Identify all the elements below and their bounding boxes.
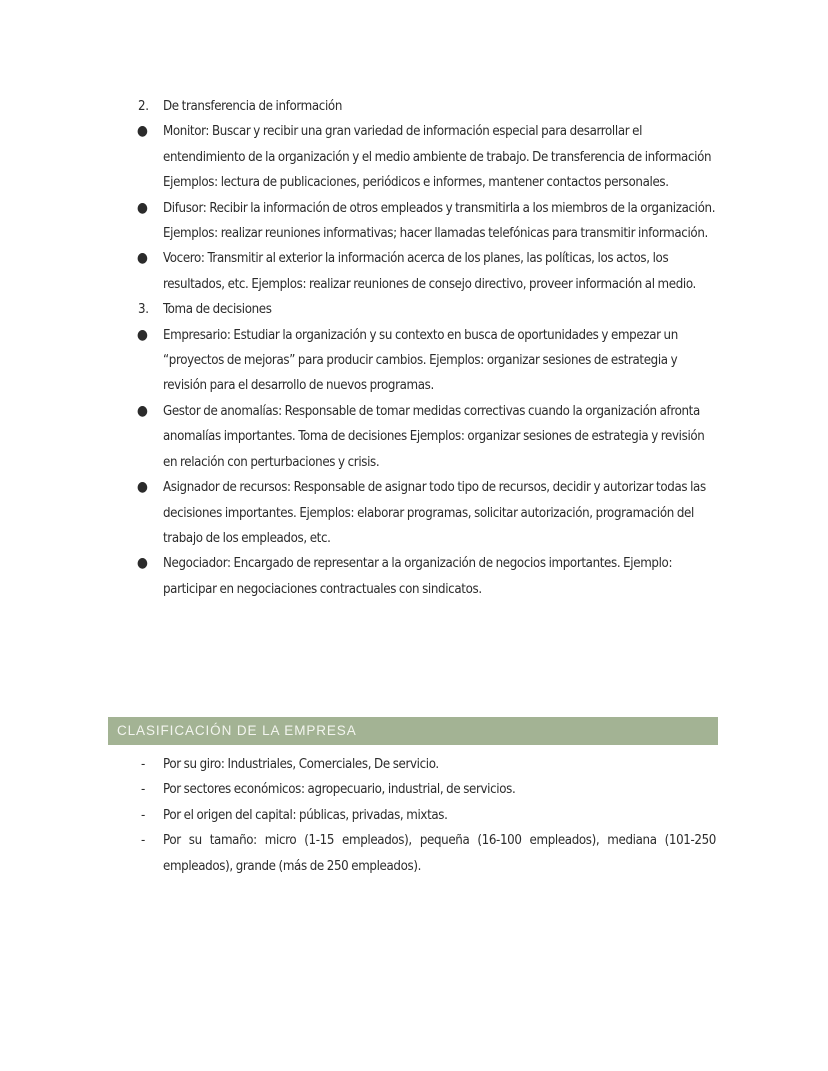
bullet-icon: ● [137,555,148,572]
number-marker: 3. [138,302,149,318]
list-item-empresario [0,323,828,399]
bullet-icon: ● [137,326,148,343]
list-item-text: Monitor: Buscar y recibir una gran variedad de información especial para desarrollar el entendimiento de la organización y el medio ambiente de trabajo. De transferencia de información Ejemplos: lectura de publicaciones, periódicos e informes, mantener contactos personales. [163,124,712,191]
bullet-icon: ● [137,199,148,216]
bullet-icon: ● [137,402,148,419]
dash-icon: - [141,807,145,823]
bullet-icon: ● [137,250,148,267]
list-item-tamano [0,828,828,879]
list-item-text: Por el origen del capital: públicas, privadas, mixtas. [163,807,448,823]
list-item-text: Toma de decisiones [163,302,272,318]
list-item-text: Empresario: Estudiar la organización y su contexto en busca de oportunidades y empezar un “proyectos de mejoras” para producir cambios. Ejemplos: organizar sesiones de estrategia y revisión para el desarrollo de nuevos programas. [163,327,678,394]
list-item-sectores [0,777,828,802]
list-item-text: Vocero: Transmitir al exterior la información acerca de los planes, las políticas, los actos, los resultados, etc. Ejemplos: realizar reuniones de consejo directivo, proveer información al medio. [163,251,696,292]
list-item-text: Difusor: Recibir la información de otros empleados y transmitirla a los miembros de la organización. Ejemplos: realizar reuniones informativas; hacer llamadas telefónicas para transmitir información. [163,200,716,242]
section-header-bar [108,717,718,745]
list-item-text: Por su tamaño: micro (1-15 empleados), pequeña (16-100 empleados), mediana (101-250 empleados), grande (más de 250 empleados). [163,833,716,874]
section-title: CLASIFICACIÓN DE LA EMPRESA [117,723,357,738]
list-item-negociador [0,551,828,602]
dash-icon: - [141,757,145,772]
bullet-icon: ● [137,123,148,140]
classification-list [0,752,828,879]
list-item-text: Asignador de recursos: Responsable de asignar todo tipo de recursos, decidir y autorizar todas las decisiones importantes. Ejemplos: elaborar programas, solicitar autorización, programación del trabajo de los empleados, etc. [163,480,706,546]
list-item-text: Gestor de anomalías: Responsable de tomar medidas correctivas cuando la organización afronta anomalías importantes. Toma de decisiones Ejemplos: organizar sesiones de estrategia y revisión en relación con perturbaciones y crisis. [163,403,705,470]
number-marker: 2. [138,99,149,114]
list-item-vocero [0,246,828,297]
list-item-gestor-anomalias [0,399,828,475]
list-item-difusor [0,196,828,247]
list-item-monitor [0,119,828,195]
roles-list [0,94,828,602]
bullet-icon: ● [137,479,148,496]
list-item-decisions-heading [0,297,828,322]
list-item-text: Por su giro: Industriales, Comerciales, De servicio. [163,757,439,772]
list-item-transfer-heading [0,94,828,119]
list-item-origen-capital [0,803,828,828]
list-item-asignador-recursos [0,475,828,551]
list-item-text: De transferencia de información [163,99,343,114]
dash-icon: - [141,833,145,849]
list-item-giro [0,752,828,777]
list-item-text: Negociador: Encargado de representar a la organización de negocios importantes. Ejemplo: participar en negociaciones contractuales con sindicatos. [163,556,673,597]
dash-icon: - [141,782,145,798]
list-item-text: Por sectores económicos: agropecuario, industrial, de servicios. [163,782,516,798]
